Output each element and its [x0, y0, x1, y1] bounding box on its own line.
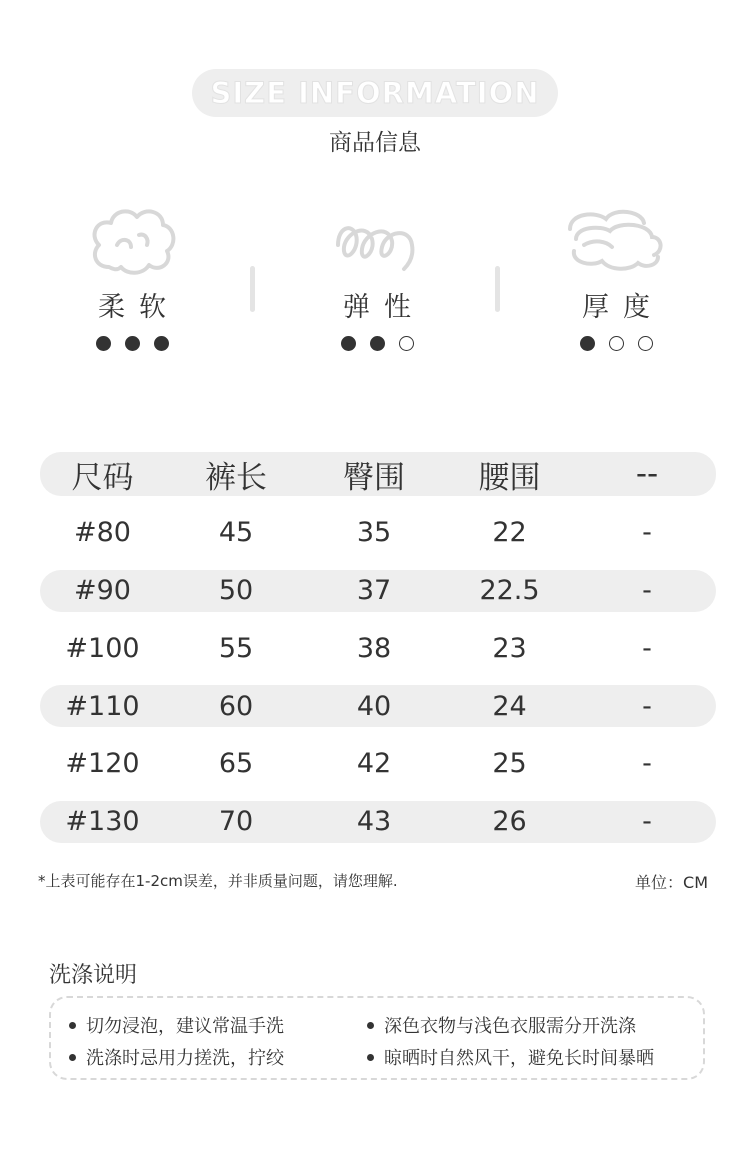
cell-waist: 23 — [492, 632, 527, 664]
cell-waist: 22 — [492, 517, 527, 549]
page-title: SIZE INFORMATION — [210, 76, 540, 110]
wash-item — [69, 1044, 284, 1070]
table-header — [40, 452, 716, 496]
cell-waist: 24 — [492, 690, 527, 722]
cell-waist: 22.5 — [479, 575, 540, 607]
cell-extra: - — [642, 575, 652, 607]
unit-label: 单位：CM — [635, 873, 708, 892]
feature-softness — [42, 205, 222, 351]
elasticity-rating — [287, 336, 467, 351]
title-pill — [192, 69, 558, 117]
wash-item-text: 晾晒时自然风干，避免长时间暴晒 — [384, 1048, 654, 1069]
cell-hip: 35 — [356, 517, 392, 549]
header-length: 裤长 — [205, 459, 267, 496]
cell-size: #90 — [74, 575, 131, 607]
cell-extra: - — [642, 690, 652, 722]
softness-rating — [42, 336, 222, 351]
feature-label-elasticity: 弹性 — [343, 292, 425, 323]
rating-dot-filled — [580, 336, 595, 351]
header-hip: 臀围 — [343, 459, 405, 496]
spring-icon — [332, 205, 422, 277]
bullet-icon — [69, 1054, 76, 1061]
cell-hip: 40 — [356, 690, 392, 722]
rating-dot-filled — [341, 336, 356, 351]
cell-size: #120 — [65, 748, 140, 780]
wash-instructions-box — [49, 996, 705, 1080]
cell-size: #80 — [74, 517, 131, 549]
header-waist: 腰围 — [478, 459, 541, 496]
cell-extra: - — [642, 806, 652, 838]
wash-item — [367, 1012, 636, 1038]
feature-label-softness: 柔软 — [98, 292, 180, 323]
rating-dot-filled — [96, 336, 111, 351]
feature-divider — [250, 266, 255, 312]
cell-hip: 38 — [356, 632, 392, 664]
table-row — [40, 743, 716, 785]
cell-hip: 37 — [356, 575, 392, 607]
cell-length: 70 — [218, 806, 254, 838]
rating-dot-empty — [609, 336, 624, 351]
table-row — [40, 627, 716, 669]
cell-length: 50 — [218, 575, 254, 607]
wash-item-text: 洗涤时忌用力搓洗，拧绞 — [86, 1048, 284, 1069]
table-row — [40, 801, 716, 843]
wash-item — [367, 1044, 654, 1070]
page-subtitle: 商品信息 — [329, 130, 421, 156]
thickness-rating — [526, 336, 706, 351]
cell-extra: - — [642, 748, 652, 780]
layers-icon — [566, 205, 666, 277]
table-row — [40, 570, 716, 612]
cell-hip: 42 — [356, 748, 392, 780]
cell-size: #100 — [65, 632, 140, 664]
feature-divider — [495, 266, 500, 312]
feature-label-thickness: 厚度 — [582, 292, 664, 323]
cloud-icon — [87, 205, 177, 277]
size-table — [40, 452, 716, 859]
cell-size: #110 — [65, 690, 140, 722]
measurement-note: *上表可能存在1-2cm误差，并非质量问题，请您理解. — [38, 872, 398, 890]
cell-waist: 26 — [492, 806, 527, 838]
cell-size: #130 — [65, 806, 140, 838]
rating-dot-filled — [154, 336, 169, 351]
table-row — [40, 685, 716, 727]
cell-length: 65 — [218, 748, 254, 780]
bullet-icon — [367, 1022, 374, 1029]
rating-dot-filled — [125, 336, 140, 351]
cell-length: 55 — [218, 632, 254, 664]
rating-dot-filled — [370, 336, 385, 351]
cell-hip: 43 — [356, 806, 392, 838]
rating-dot-empty — [638, 336, 653, 351]
cell-length: 45 — [218, 517, 254, 549]
cell-extra: - — [642, 517, 652, 549]
table-row — [40, 512, 716, 554]
cell-extra: - — [642, 632, 652, 664]
header-size: 尺码 — [71, 459, 134, 496]
cell-length: 60 — [218, 690, 254, 722]
bullet-icon — [69, 1022, 76, 1029]
wash-item-text: 切勿浸泡，建议常温手洗 — [86, 1016, 284, 1037]
wash-item-text: 深色衣物与浅色衣服需分开洗涤 — [384, 1016, 636, 1037]
feature-elasticity — [287, 205, 467, 351]
wash-title: 洗涤说明 — [49, 963, 138, 988]
bullet-icon — [367, 1054, 374, 1061]
cell-waist: 25 — [492, 748, 527, 780]
rating-dot-empty — [399, 336, 414, 351]
header-extra: -- — [635, 456, 659, 492]
wash-item — [69, 1012, 284, 1038]
feature-thickness — [526, 205, 706, 351]
